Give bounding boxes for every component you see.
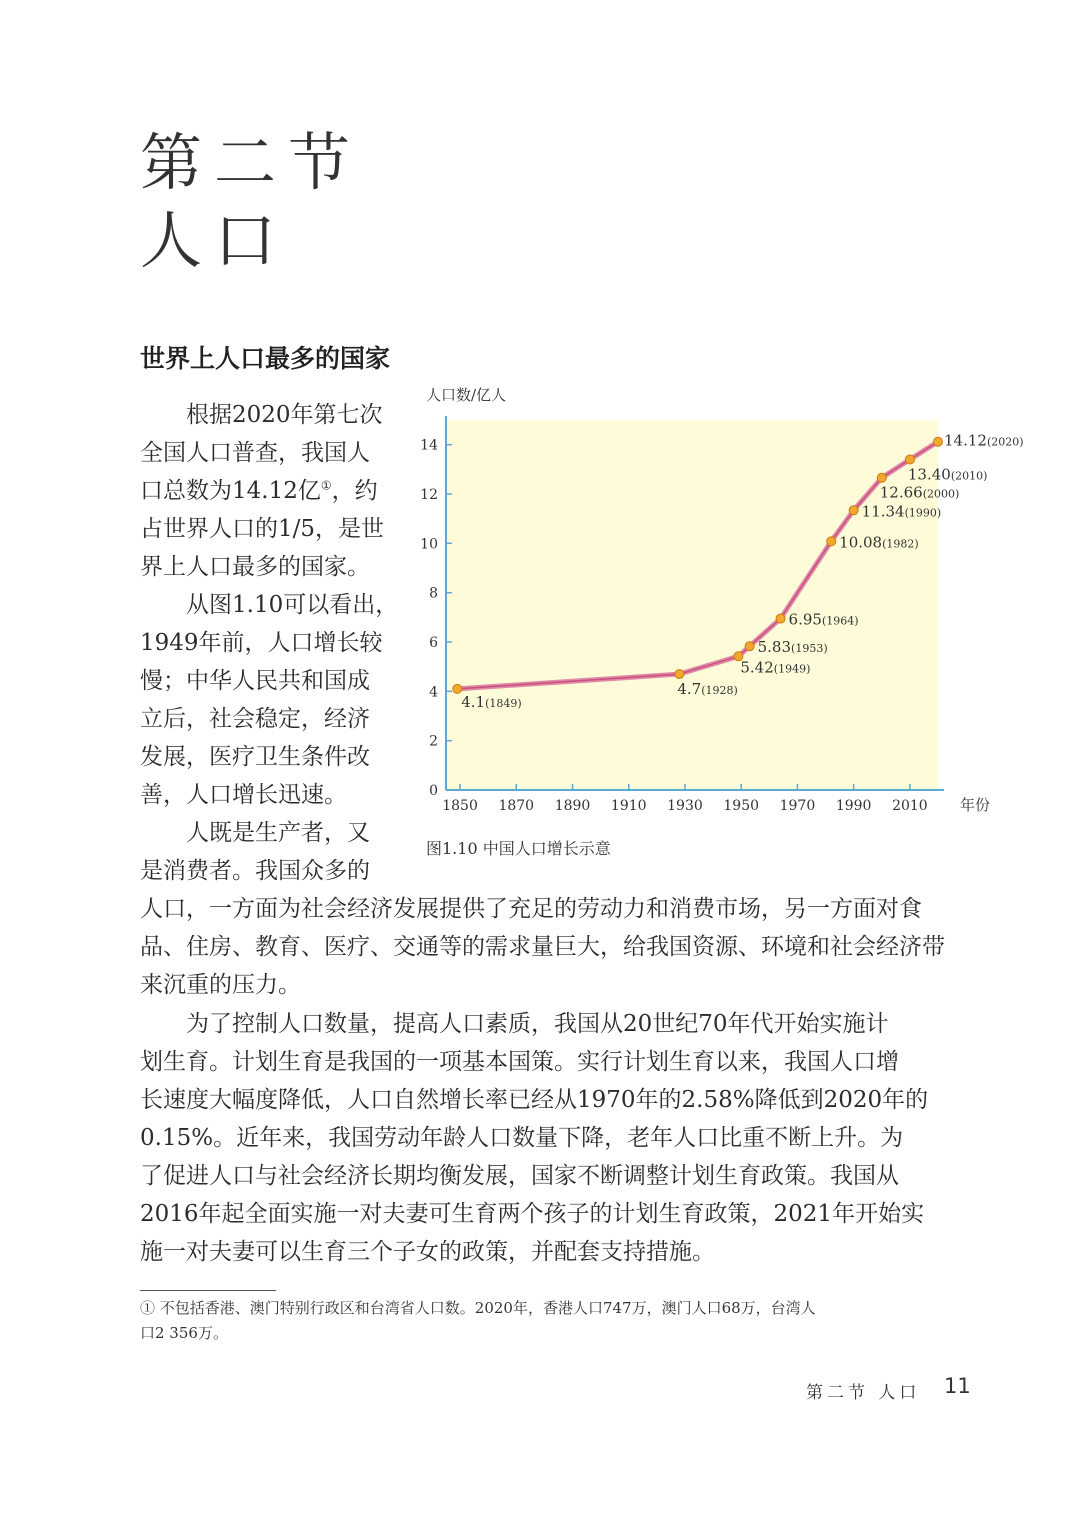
paragraph-4 (140, 1005, 970, 1271)
text-line: 慢；中华人民共和国成 (140, 668, 370, 694)
data-point (849, 506, 858, 515)
data-label (944, 432, 1024, 450)
page-number: 11 (944, 1374, 971, 1398)
x-tick-label: 1910 (610, 798, 647, 814)
text-line: 品、住房、教育、医疗、交通等的需求量巨大，给我国资源、环境和社会经济带 (140, 934, 945, 960)
x-tick-label: 2010 (892, 798, 928, 814)
data-label-year: (2020) (986, 435, 1024, 449)
text-line: 从图1.10可以看出， (186, 592, 399, 618)
text-fragment: 口总数为14.12亿 (140, 478, 321, 504)
x-tick-label: 1850 (442, 798, 478, 814)
paragraph-3-continued (140, 890, 970, 1004)
text-line: 2016年起全面实施一对夫妻可生育两个孩子的计划生育政策，2021年开始实 (140, 1201, 925, 1227)
paragraph-3 (140, 814, 400, 890)
running-head: 第二节 人口 (806, 1383, 921, 1403)
paragraph-1 (140, 396, 400, 586)
footnote-line: 口2 356万。 (140, 1324, 228, 1342)
x-tick-label: 1930 (667, 798, 703, 814)
y-tick-label: 10 (420, 536, 438, 553)
text-line: 为了控制人口数量，提高人口素质，我国从20世纪70年代开始实施计 (186, 1011, 889, 1037)
text-line: 来沉重的压力。 (140, 972, 301, 998)
data-label-value: 5.83 (757, 638, 792, 657)
subsection-heading: 世界上人口最多的国家 (140, 344, 391, 373)
data-label-year: (1982) (882, 537, 919, 551)
x-tick-label: 1970 (779, 798, 816, 814)
data-point (877, 473, 886, 482)
data-label-year: (2000) (922, 487, 960, 501)
plot-background (446, 420, 938, 790)
text-line: 0.15%。近年来，我国劳动年龄人口数量下降，老年人口比重不断上升。为 (140, 1125, 904, 1151)
data-label-value: 14.12 (944, 431, 987, 450)
text-line: 了促进人口与社会经济长期均衡发展，国家不断调整计划生育政策。我国从 (140, 1163, 899, 1189)
y-tick-label: 8 (429, 585, 438, 602)
text-line (140, 472, 400, 510)
data-label-year: (1849) (485, 696, 522, 710)
text-line: 全国人口普查，我国人 (140, 440, 370, 466)
y-tick-label: 12 (420, 487, 438, 503)
data-point (827, 537, 836, 546)
data-label-value: 10.08 (839, 533, 883, 552)
data-label-year: (1953) (791, 642, 828, 656)
data-label-value: 13.40 (907, 465, 951, 484)
y-tick-label: 6 (429, 635, 438, 651)
data-label-value: 4.1 (461, 692, 486, 711)
y-tick-label: 14 (420, 437, 438, 454)
data-label-year: (1964) (821, 614, 859, 628)
section-title-line2: 人口 (140, 204, 289, 277)
data-label (880, 484, 960, 502)
data-label-value: 4.7 (677, 680, 702, 699)
text-line: 立后，社会稳定，经济 (140, 706, 370, 732)
x-tick-label: 1890 (554, 798, 591, 814)
text-line: 人既是生产者，又 (186, 820, 370, 846)
data-point (934, 437, 943, 446)
y-tick-label: 4 (429, 684, 438, 701)
footnote (140, 1296, 970, 1346)
data-label-value: 5.42 (740, 658, 774, 677)
text-fragment: ，约 (331, 478, 378, 504)
x-tick-label: 1950 (723, 798, 760, 814)
data-point (905, 455, 914, 464)
data-label-year: (2010) (950, 469, 988, 483)
text-line: 界上人口最多的国家。 (140, 554, 370, 580)
text-line: 占世界人口的1/5，是世 (140, 516, 385, 542)
paragraph-2 (140, 586, 400, 814)
y-tick-label: 0 (429, 783, 438, 799)
figure-caption: 图1.10 中国人口增长示意 (426, 839, 611, 858)
text-line: 施一对夫妻可以生育三个子女的政策，并配套支持措施。 (140, 1239, 715, 1265)
text-line: 1949年前，人口增长较 (140, 630, 383, 656)
text-line: 人口，一方面为社会经济发展提供了充足的劳动力和消费市场，另一方面对食 (140, 896, 922, 922)
data-point (745, 642, 754, 651)
data-label-year: (1990) (904, 506, 942, 520)
data-label-value: 6.95 (788, 610, 822, 629)
data-point (675, 670, 684, 679)
data-label (908, 465, 988, 483)
text-line: 是消费者。我国众多的 (140, 858, 370, 884)
footnote-rule (140, 1290, 276, 1291)
text-line: 发展，医疗卫生条件改 (140, 744, 370, 770)
x-tick-label: 1870 (498, 798, 535, 814)
x-axis-label: 年份 (960, 796, 991, 814)
y-tick-label: 2 (429, 733, 438, 750)
data-label-value: 11.34 (861, 502, 905, 521)
text-line: 善，人口增长迅速。 (140, 782, 347, 808)
population-chart (410, 382, 1030, 822)
text-line: 划生育。计划生育是我国的一项基本国策。实行计划生育以来，我国人口增 (140, 1049, 899, 1075)
section-title-line1: 第二节 (140, 126, 363, 199)
data-label-value: 12.66 (879, 483, 923, 502)
x-tick-label: 1990 (835, 798, 872, 814)
data-point (776, 614, 785, 623)
data-label-year: (1928) (701, 684, 738, 698)
footnote-marker: ① (320, 478, 332, 493)
data-label-year: (1949) (773, 662, 811, 676)
footnote-line: ① 不包括香港、澳门特别行政区和台湾省人口数。2020年，香港人口747万，澳门人口68万，台湾人 (140, 1299, 816, 1317)
y-axis-label: 人口数/亿人 (426, 386, 507, 404)
text-line: 长速度大幅度降低，人口自然增长率已经从1970年的2.58%降低到2020年的 (140, 1087, 929, 1113)
text-line: 根据2020年第七次 (186, 402, 383, 428)
